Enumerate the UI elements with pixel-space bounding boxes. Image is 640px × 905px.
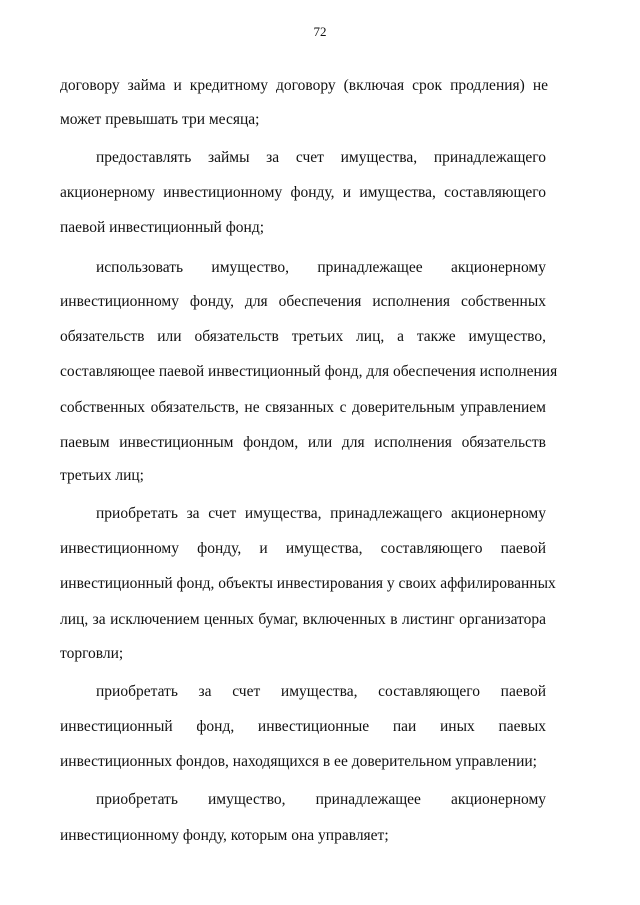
text-line: собственных обязательств, не связанных с доверительным управлением (60, 399, 546, 416)
text-line: инвестиционному фонду, которым она управляет; (60, 827, 389, 844)
text-line: инвестиционный фонд, объекты инвестирования у своих аффилированных (60, 575, 556, 592)
text-line: акционерному инвестиционному фонду, и имущества, составляющего (60, 184, 546, 201)
text-line: обязательств или обязательств третьих лиц, а также имущество, (60, 328, 546, 345)
text-line: приобретать имущество, принадлежащее акционерному (96, 791, 546, 808)
text-line: паевым инвестиционным фондом, или для исполнения обязательств (60, 434, 546, 451)
text-line: приобретать за счет имущества, составляющего паевой (96, 683, 546, 700)
text-line: инвестиционному фонду, и имущества, составляющего паевой (60, 540, 546, 557)
text-line: использовать имущество, принадлежащее акционерному (96, 259, 546, 276)
text-line: торговли; (60, 645, 124, 662)
text-line: инвестиционных фондов, находящихся в ее доверительном управлении; (60, 753, 537, 770)
text-line: лиц, за исключением ценных бумаг, включенных в листинг организатора (60, 611, 546, 628)
text-line: может превышать три месяца; (60, 111, 260, 128)
text-line: третьих лиц; (60, 467, 144, 484)
text-line: приобретать за счет имущества, принадлежащего акционерному (96, 505, 546, 522)
text-line: паевой инвестиционный фонд; (60, 219, 265, 236)
text-line: инвестиционный фонд, инвестиционные паи иных паевых (60, 718, 546, 735)
text-line: договору займа и кредитному договору (включая срок продления) не (60, 77, 548, 94)
page-number: 72 (313, 24, 327, 39)
text-line: предоставлять займы за счет имущества, принадлежащего (96, 149, 546, 166)
text-line: составляющее паевой инвестиционный фонд, для обеспечения исполнения (60, 363, 558, 380)
text-line: инвестиционному фонду, для обеспечения исполнения собственных (60, 293, 546, 310)
